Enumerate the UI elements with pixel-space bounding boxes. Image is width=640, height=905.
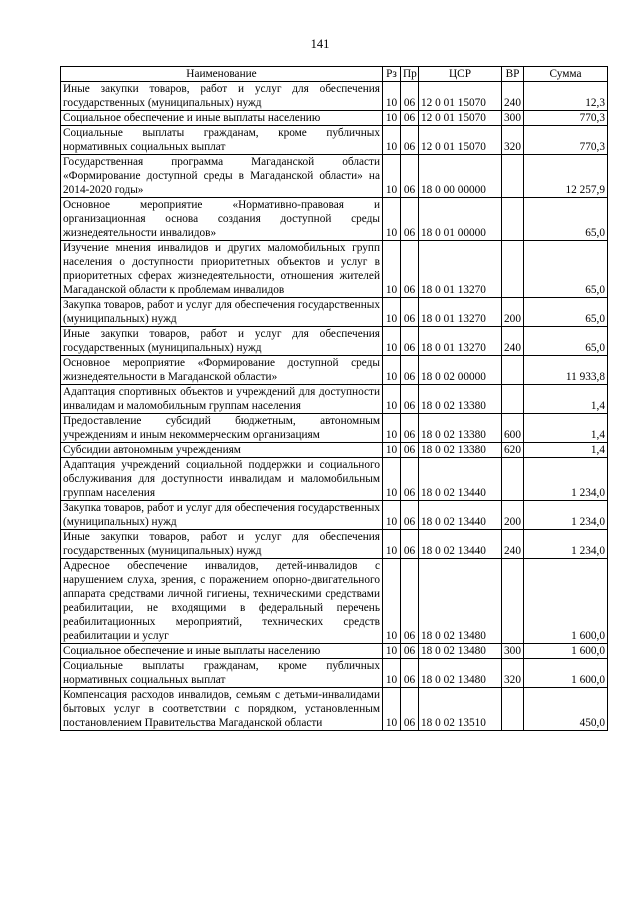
cell-rz: 10 bbox=[383, 688, 401, 731]
table-header-row bbox=[61, 67, 608, 82]
cell-sum: 1 600,0 bbox=[524, 644, 608, 659]
cell-csr: 18 0 02 13510 bbox=[419, 688, 502, 731]
cell-csr: 18 0 02 13440 bbox=[419, 501, 502, 530]
cell-pr: 06 bbox=[401, 644, 419, 659]
header-name: Наименование bbox=[61, 67, 383, 82]
cell-sum: 1,4 bbox=[524, 414, 608, 443]
cell-name: Основное мероприятие «Нормативно-правовая и организационная основа создания доступной среды жизнедеятельности инвалидов» bbox=[61, 198, 383, 241]
page-number: 141 bbox=[310, 37, 330, 51]
cell-csr: 18 0 02 00000 bbox=[419, 356, 502, 385]
table-row bbox=[61, 126, 608, 155]
cell-rz: 10 bbox=[383, 327, 401, 356]
header-rz: Рз bbox=[383, 67, 401, 82]
cell-name: Адаптация учреждений социальной поддержки и социального обслуживания для доступности инвалидам и маломобильным группам населения bbox=[61, 458, 383, 501]
cell-rz: 10 bbox=[383, 155, 401, 198]
table-row bbox=[61, 385, 608, 414]
cell-pr: 06 bbox=[401, 559, 419, 644]
cell-pr: 06 bbox=[401, 356, 419, 385]
cell-sum: 12,3 bbox=[524, 82, 608, 111]
cell-rz: 10 bbox=[383, 414, 401, 443]
cell-rz: 10 bbox=[383, 385, 401, 414]
table-row bbox=[61, 198, 608, 241]
cell-rz: 10 bbox=[383, 501, 401, 530]
cell-rz: 10 bbox=[383, 443, 401, 458]
table-row bbox=[61, 688, 608, 731]
cell-pr: 06 bbox=[401, 198, 419, 241]
cell-sum: 1,4 bbox=[524, 385, 608, 414]
cell-sum: 1 600,0 bbox=[524, 559, 608, 644]
budget-table bbox=[60, 66, 608, 731]
table-row bbox=[61, 155, 608, 198]
table-row bbox=[61, 458, 608, 501]
table-row bbox=[61, 644, 608, 659]
cell-csr: 18 0 02 13380 bbox=[419, 414, 502, 443]
cell-sum: 770,3 bbox=[524, 111, 608, 126]
cell-csr: 18 0 02 13380 bbox=[419, 385, 502, 414]
cell-sum: 1,4 bbox=[524, 443, 608, 458]
cell-vr: 320 bbox=[502, 126, 524, 155]
cell-name: Субсидии автономным учреждениям bbox=[61, 443, 383, 458]
cell-rz: 10 bbox=[383, 241, 401, 298]
cell-sum: 1 234,0 bbox=[524, 458, 608, 501]
cell-vr bbox=[502, 198, 524, 241]
table-row bbox=[61, 327, 608, 356]
cell-sum: 450,0 bbox=[524, 688, 608, 731]
cell-vr bbox=[502, 385, 524, 414]
cell-csr: 18 0 02 13480 bbox=[419, 659, 502, 688]
cell-rz: 10 bbox=[383, 126, 401, 155]
table-row bbox=[61, 82, 608, 111]
cell-pr: 06 bbox=[401, 688, 419, 731]
cell-rz: 10 bbox=[383, 659, 401, 688]
cell-pr: 06 bbox=[401, 111, 419, 126]
cell-csr: 18 0 02 13440 bbox=[419, 458, 502, 501]
table-row bbox=[61, 501, 608, 530]
cell-rz: 10 bbox=[383, 356, 401, 385]
cell-vr: 300 bbox=[502, 111, 524, 126]
cell-name: Предоставление субсидий бюджетным, автономным учреждениям и иным некоммерческим организациям bbox=[61, 414, 383, 443]
cell-rz: 10 bbox=[383, 111, 401, 126]
cell-name: Изучение мнения инвалидов и других маломобильных групп населения о доступности приоритетных объектов и услуг в приоритетных сферах жизнедеятельности, отношения жителей Магаданской области к проблемам инвалидов bbox=[61, 241, 383, 298]
cell-vr bbox=[502, 458, 524, 501]
header-vr: ВР bbox=[502, 67, 524, 82]
cell-pr: 06 bbox=[401, 458, 419, 501]
cell-rz: 10 bbox=[383, 559, 401, 644]
cell-name: Адресное обеспечение инвалидов, детей-инвалидов с нарушением слуха, зрения, с поражением опорно-двигательного аппарата средствами личной гигиены, техническими средствами реабилитации, не входящими в федеральный перечень реабилитационных мероприятий, технических средств реабилитации и услуг bbox=[61, 559, 383, 644]
cell-vr: 200 bbox=[502, 501, 524, 530]
header-sum: Сумма bbox=[524, 67, 608, 82]
header-pr: Пр bbox=[401, 67, 419, 82]
cell-vr: 240 bbox=[502, 327, 524, 356]
cell-vr: 240 bbox=[502, 530, 524, 559]
cell-name: Социальные выплаты гражданам, кроме публичных нормативных социальных выплат bbox=[61, 126, 383, 155]
cell-rz: 10 bbox=[383, 530, 401, 559]
table-row bbox=[61, 530, 608, 559]
cell-pr: 06 bbox=[401, 501, 419, 530]
cell-sum: 770,3 bbox=[524, 126, 608, 155]
cell-name: Иные закупки товаров, работ и услуг для обеспечения государственных (муниципальных) нужд bbox=[61, 327, 383, 356]
cell-vr bbox=[502, 559, 524, 644]
cell-rz: 10 bbox=[383, 82, 401, 111]
cell-sum: 65,0 bbox=[524, 198, 608, 241]
cell-sum: 65,0 bbox=[524, 241, 608, 298]
cell-sum: 1 234,0 bbox=[524, 530, 608, 559]
table-row bbox=[61, 443, 608, 458]
cell-pr: 06 bbox=[401, 414, 419, 443]
cell-vr bbox=[502, 241, 524, 298]
cell-pr: 06 bbox=[401, 385, 419, 414]
cell-pr: 06 bbox=[401, 82, 419, 111]
cell-csr: 12 0 01 15070 bbox=[419, 111, 502, 126]
cell-pr: 06 bbox=[401, 443, 419, 458]
cell-rz: 10 bbox=[383, 458, 401, 501]
cell-vr: 620 bbox=[502, 443, 524, 458]
table-row bbox=[61, 241, 608, 298]
cell-name: Основное мероприятие «Формирование доступной среды жизнедеятельности в Магаданской области» bbox=[61, 356, 383, 385]
cell-vr: 300 bbox=[502, 644, 524, 659]
cell-sum: 65,0 bbox=[524, 327, 608, 356]
cell-vr bbox=[502, 356, 524, 385]
cell-vr: 600 bbox=[502, 414, 524, 443]
table-row bbox=[61, 356, 608, 385]
cell-sum: 12 257,9 bbox=[524, 155, 608, 198]
cell-name: Государственная программа Магаданской области «Формирование доступной среды в Магаданской области» на 2014-2020 годы» bbox=[61, 155, 383, 198]
cell-csr: 18 0 01 13270 bbox=[419, 298, 502, 327]
cell-vr bbox=[502, 688, 524, 731]
cell-name: Закупка товаров, работ и услуг для обеспечения государственных (муниципальных) нужд bbox=[61, 501, 383, 530]
cell-vr: 320 bbox=[502, 659, 524, 688]
table-row bbox=[61, 298, 608, 327]
cell-csr: 18 0 01 13270 bbox=[419, 241, 502, 298]
table-row bbox=[61, 111, 608, 126]
cell-name: Иные закупки товаров, работ и услуг для обеспечения государственных (муниципальных) нужд bbox=[61, 530, 383, 559]
cell-csr: 18 0 00 00000 bbox=[419, 155, 502, 198]
cell-sum: 65,0 bbox=[524, 298, 608, 327]
cell-csr: 18 0 01 13270 bbox=[419, 327, 502, 356]
cell-pr: 06 bbox=[401, 327, 419, 356]
cell-csr: 18 0 01 00000 bbox=[419, 198, 502, 241]
table-row bbox=[61, 414, 608, 443]
cell-rz: 10 bbox=[383, 298, 401, 327]
cell-sum: 1 234,0 bbox=[524, 501, 608, 530]
cell-name: Адаптация спортивных объектов и учреждений для доступности инвалидам и маломобильным группам населения bbox=[61, 385, 383, 414]
cell-rz: 10 bbox=[383, 644, 401, 659]
cell-name: Социальное обеспечение и иные выплаты населению bbox=[61, 111, 383, 126]
cell-rz: 10 bbox=[383, 198, 401, 241]
cell-pr: 06 bbox=[401, 298, 419, 327]
cell-csr: 18 0 02 13380 bbox=[419, 443, 502, 458]
cell-vr: 200 bbox=[502, 298, 524, 327]
header-csr: ЦСР bbox=[419, 67, 502, 82]
cell-vr: 240 bbox=[502, 82, 524, 111]
cell-csr: 18 0 02 13480 bbox=[419, 559, 502, 644]
table-row bbox=[61, 659, 608, 688]
cell-name: Социальное обеспечение и иные выплаты населению bbox=[61, 644, 383, 659]
cell-name: Компенсация расходов инвалидов, семьям с детьми-инвалидами бытовых услуг в соответствии с порядком, установленным постановлением Правительства Магаданской области bbox=[61, 688, 383, 731]
cell-csr: 12 0 01 15070 bbox=[419, 126, 502, 155]
cell-csr: 18 0 02 13480 bbox=[419, 644, 502, 659]
cell-name: Закупка товаров, работ и услуг для обеспечения государственных (муниципальных) нужд bbox=[61, 298, 383, 327]
cell-name: Иные закупки товаров, работ и услуг для обеспечения государственных (муниципальных) нужд bbox=[61, 82, 383, 111]
cell-pr: 06 bbox=[401, 126, 419, 155]
cell-pr: 06 bbox=[401, 241, 419, 298]
cell-pr: 06 bbox=[401, 530, 419, 559]
cell-sum: 1 600,0 bbox=[524, 659, 608, 688]
cell-csr: 12 0 01 15070 bbox=[419, 82, 502, 111]
cell-name: Социальные выплаты гражданам, кроме публичных нормативных социальных выплат bbox=[61, 659, 383, 688]
cell-pr: 06 bbox=[401, 659, 419, 688]
cell-csr: 18 0 02 13440 bbox=[419, 530, 502, 559]
cell-sum: 11 933,8 bbox=[524, 356, 608, 385]
table-row bbox=[61, 559, 608, 644]
cell-pr: 06 bbox=[401, 155, 419, 198]
cell-vr bbox=[502, 155, 524, 198]
